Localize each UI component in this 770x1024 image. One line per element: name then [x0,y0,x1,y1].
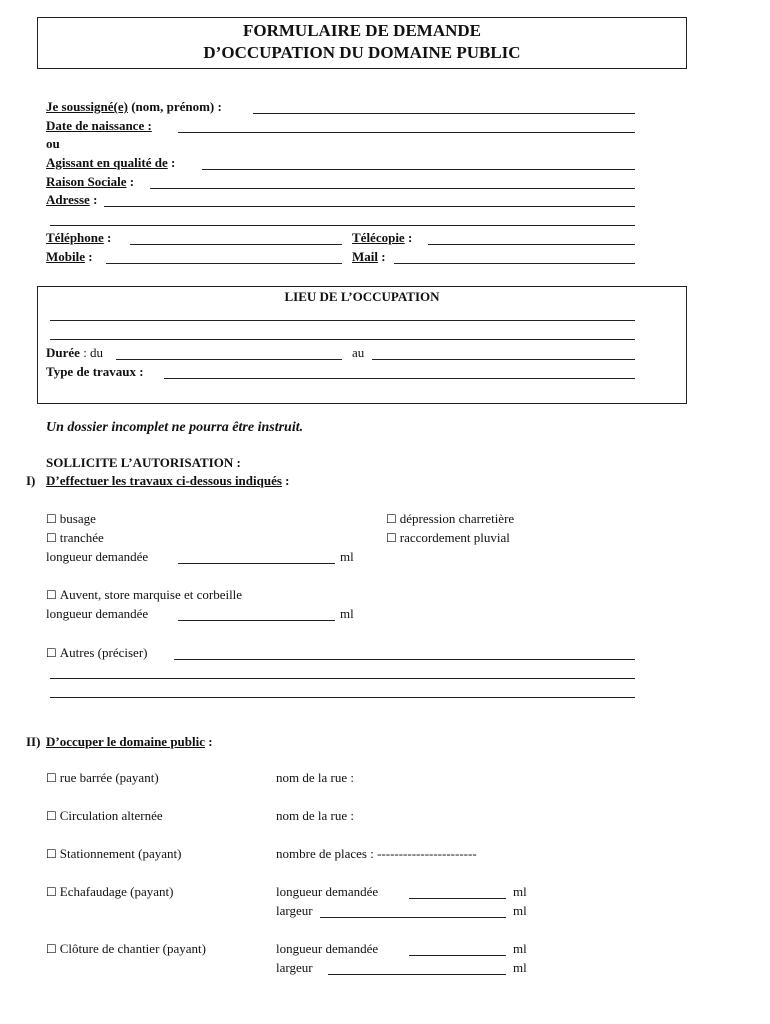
auvent-length-label: longueur demandée [46,606,149,621]
busage-option[interactable] [46,511,96,527]
section1-title-row [46,473,290,489]
depression-checkbox[interactable]: ☐ [386,512,397,526]
cloture-length-label: longueur demandée [276,941,379,956]
address-field-line2[interactable] [50,225,635,226]
fax-label: Télécopie [352,230,405,245]
section2-title: D’occuper le domaine public [46,734,206,749]
echafaudage-label: Echafaudage (payant) [59,884,174,899]
autres-checkbox[interactable]: ☐ [46,646,57,660]
works-length-label: longueur demandée [46,549,149,564]
form-title-box [37,17,687,69]
section2-colon: : [205,734,213,749]
autres-field-line1[interactable] [174,659,635,660]
circulation-option[interactable] [46,808,163,824]
echafaudage-length-field[interactable] [409,898,506,899]
capacity-field[interactable] [202,169,635,170]
mobile-label: Mobile [46,249,85,264]
circulation-label: Circulation alternée [59,808,163,823]
company-row [46,174,134,190]
incomplete-notice: Un dossier incomplet ne pourra être instruit. [46,420,304,435]
phone-row [46,230,111,246]
mobile-colon: : [85,249,93,264]
tranchee-option[interactable] [46,530,104,546]
circulation-checkbox[interactable]: ☐ [46,809,57,823]
autres-field-line3[interactable] [50,697,635,698]
duration-from-label: : du [79,345,104,360]
address-field-line1[interactable] [104,206,635,207]
fax-row [352,230,412,246]
section2-number: II) [26,734,41,749]
echafaudage-length-label: longueur demandée [276,884,379,899]
echafaudage-length-unit: ml [513,884,527,899]
fax-field[interactable] [428,244,635,245]
echafaudage-checkbox[interactable]: ☐ [46,885,57,899]
rue-barree-street-label: nom de la rue : [276,770,354,785]
busage-label: busage [59,511,96,526]
autres-option[interactable] [46,645,147,661]
phone-field[interactable] [130,244,342,245]
rue-barree-checkbox[interactable]: ☐ [46,771,57,785]
places-row [276,846,477,862]
autres-label: Autres (préciser) [59,645,148,660]
works-type-field[interactable] [164,378,635,379]
form-title-line1: FORMULAIRE DE DEMANDE [243,21,481,40]
company-field[interactable] [150,188,635,189]
capacity-colon: : [167,155,176,170]
rue-barree-label: rue barrée (payant) [59,770,159,785]
duration-to-label: au [352,345,365,360]
form-title-line2: D’OCCUPATION DU DOMAINE PUBLIC [203,43,521,62]
places-label: nombre de places : [276,846,374,861]
cloture-label: Clôture de chantier (payant) [59,941,206,956]
cloture-width-field[interactable] [328,974,506,975]
section1-title: D’effectuer les travaux ci-dessous indiqués [46,473,282,488]
cloture-length-field[interactable] [409,955,506,956]
company-label: Raison Sociale [46,174,127,189]
location-field-line2[interactable] [50,339,635,340]
duration-label: Durée [46,345,80,360]
mobile-field[interactable] [106,263,342,264]
depression-option[interactable] [386,511,514,527]
address-label: Adresse [46,192,90,207]
stationnement-checkbox[interactable]: ☐ [46,847,57,861]
request-heading: SOLLICITE L’AUTORISATION : [46,455,241,470]
company-colon: : [126,174,135,189]
tranchee-label: tranchée [59,530,104,545]
applicant-name-field[interactable] [253,113,635,114]
capacity-label: Agissant en qualité de [46,155,168,170]
birth-date-field[interactable] [178,132,635,133]
stationnement-option[interactable] [46,846,181,862]
autres-field-line2[interactable] [50,678,635,679]
mail-label: Mail [352,249,378,264]
phone-label: Téléphone [46,230,104,245]
auvent-length-field[interactable] [178,620,335,621]
capacity-row [46,155,175,171]
address-row [46,192,97,208]
mail-row [352,249,386,265]
mail-field[interactable] [394,263,635,264]
mail-colon: : [378,249,386,264]
auvent-option[interactable] [46,587,242,603]
location-field-line1[interactable] [50,320,635,321]
cloture-width-label: largeur [276,960,313,975]
stationnement-label: Stationnement (payant) [59,846,182,861]
works-type-label: Type de travaux : [46,364,144,379]
cloture-width-unit: ml [513,960,527,975]
location-title: LIEU DE L’OCCUPATION [284,289,440,304]
raccordement-option[interactable] [386,530,510,546]
address-colon: : [89,192,98,207]
cloture-option[interactable] [46,941,206,957]
echafaudage-width-field[interactable] [320,917,506,918]
echafaudage-width-unit: ml [513,903,527,918]
circulation-street-label: nom de la rue : [276,808,354,823]
echafaudage-option[interactable] [46,884,173,900]
fax-colon: : [404,230,413,245]
birth-date-label: Date de naissance : [46,118,152,133]
busage-checkbox[interactable]: ☐ [46,512,57,526]
raccordement-checkbox[interactable]: ☐ [386,531,397,545]
cloture-length-unit: ml [513,941,527,956]
auvent-checkbox[interactable]: ☐ [46,588,57,602]
applicant-name-row [46,99,222,115]
works-length-field[interactable] [178,563,335,564]
auvent-label: Auvent, store marquise et corbeille [59,587,243,602]
mobile-row [46,249,93,265]
auvent-length-unit: ml [340,606,354,621]
duration-to-field[interactable] [372,359,635,360]
section1-number: I) [26,473,36,488]
echafaudage-width-label: largeur [276,903,313,918]
duration-from-field[interactable] [116,359,342,360]
depression-label: dépression charretière [399,511,515,526]
applicant-name-suffix: (nom, prénom) : [127,99,222,114]
cloture-checkbox[interactable]: ☐ [46,942,57,956]
works-length-unit: ml [340,549,354,564]
places-field[interactable]: ----------------------- [377,846,477,861]
raccordement-label: raccordement pluvial [399,530,510,545]
rue-barree-option[interactable] [46,770,159,786]
or-label: ou [46,136,60,151]
section2-title-row [46,734,213,750]
phone-colon: : [103,230,112,245]
section1-colon: : [281,473,290,488]
duration-row [46,345,103,361]
applicant-name-label: Je soussigné(e) [46,99,128,114]
tranchee-checkbox[interactable]: ☐ [46,531,57,545]
